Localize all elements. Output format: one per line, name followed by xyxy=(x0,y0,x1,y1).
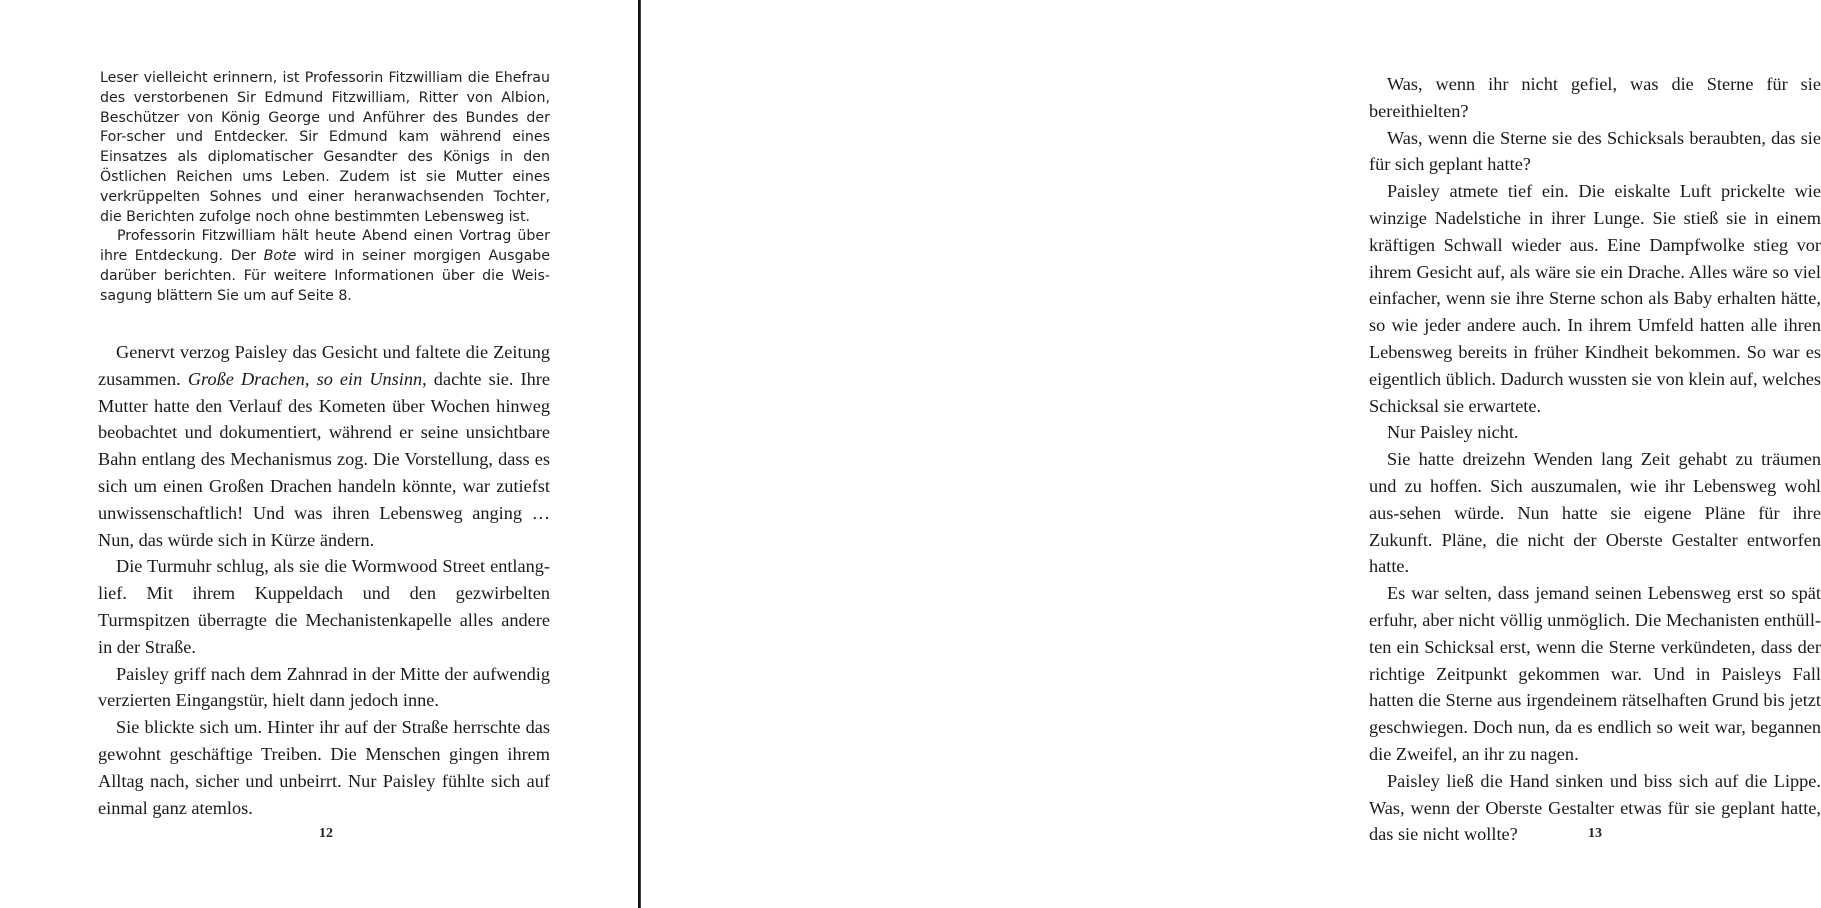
news-line: Leser vielleicht erinnern, ist Professorin Fitzwilliam die Ehefrau xyxy=(100,70,550,86)
body-paragraph: Die Turmuhr schlug, als sie die Wormwood Street entlang-lief. Mit ihrem Kuppeldach und den gezwirbelten Turmspitzen überragte die Mechanistenkapelle alles andere in der Straße. xyxy=(98,556,550,657)
news-line: als diplomatischer Gesandter des Königs in den Östlichen xyxy=(100,149,550,185)
right-body-text xyxy=(1369,71,1821,848)
body-emphasis: Große Drachen, so ein Unsinn xyxy=(187,368,423,389)
left-page xyxy=(0,0,640,908)
body-paragraph: Paisley griff nach dem Zahnrad in der Mitte der aufwendig verzierten Eingangstür, hielt dann jedoch inne. xyxy=(98,663,550,711)
body-paragraph: Paisley ließ die Hand sinken und biss sich auf die Lippe. Was, wenn der Oberste Gestalter etwas für sie geplant hatte, das sie nicht wollte? xyxy=(1369,770,1821,845)
news-line: scher und Entdecker. Sir Edmund kam während eines Einsatzes xyxy=(100,129,550,166)
body-paragraph: Was, wenn ihr nicht gefiel, was die Sterne für sie bereithielten? xyxy=(1369,74,1821,121)
news-text: Professorin Fitzwilliam hält heute Abend einen Vortrag über ihre Entdeckung. Der xyxy=(100,228,550,265)
body-text: Genervt verzog Paisley das Gesicht und faltete die Zeitung zusammen. xyxy=(98,342,550,389)
news-paragraph-2 xyxy=(100,227,550,306)
news-emphasis: Bote xyxy=(263,248,297,265)
news-paragraph-1 xyxy=(100,69,550,227)
page-number-left: 12 xyxy=(319,826,333,841)
news-line: Beschützer von König George und Anführer des Bundes der For- xyxy=(100,109,550,146)
left-body-text xyxy=(98,339,550,821)
body-paragraph: Paisley atmete tief ein. Die eiskalte Luft prickelte wie winzige Nadelstiche in ihrer Lunge. Sie stieß sie in einem kräftigen Schwall wieder aus. Eine Dampfwolke stieg vor ihrem Gesicht auf, als wäre sie ein Drache. Alles wäre so viel einfacher, wenn sie ihre Sterne schon als Baby erhalten hätte, so wie jeder andere auch. In ihrem Umfeld hatten alle ihren Lebensweg bereits in früher Kindheit bekommen. So war es eigentlich üblich. Dadurch wussten sie von klein auf, welches Schicksal sie erwartete. xyxy=(1369,181,1821,416)
body-paragraph: Es war selten, dass jemand seinen Lebensweg erst so spät erfuhr, aber nicht völlig unmöglich. Die Mechanisten enthüll-ten ein Schicksal erst, wenn die Sterne verkündeten, dass der richtige Zeitpunkt gekommen war. Und in Paisleys Fall hatten die Sterne aus irgendeinem rätselhaften Grund bis jetzt geschwiegen. Doch nun, da es endlich so weit war, begannen die Zweifel, an ihr zu nagen. xyxy=(1369,583,1821,764)
body-text: , dachte sie. Ihre Mutter hatte den Verlauf des Kometen über Wochen hinweg beobachtet und dokumentiert, während er seine unsichtbare Bahn entlang des Mechanismus zog. Die Vorstellung, dass es sich um einen Großen Drachen handeln könnte, war zutiefst unwissenschaftlich! Und was ihren Lebensweg anging … Nun, das würde sich in Kürze ändern. xyxy=(98,368,550,550)
page-number-right: 13 xyxy=(1588,826,1602,841)
body-paragraph: Sie hatte dreizehn Wenden lang Zeit gehabt zu träumen und zu hoffen. Sich auszumalen, wie ihr Lebensweg wohl aus-sehen würde. Nun hatte sie eigene Pläne für ihre Zukunft. Pläne, die nicht der Oberste Gestalter entworfen hatte. xyxy=(1369,449,1821,577)
news-line: zufolge noch ohne bestimmten Lebensweg ist. xyxy=(199,208,531,225)
body-paragraph: Was, wenn die Sterne sie des Schicksals beraubten, das sie für sich geplant hatte? xyxy=(1369,127,1821,175)
newspaper-excerpt xyxy=(100,69,550,307)
news-line: Sohnes und einer heranwachsenden Tochter, die Berichten xyxy=(100,188,550,225)
news-line: Reichen ums Leben. Zudem ist sie Mutter eines verkrüppelten xyxy=(100,168,550,205)
body-paragraph xyxy=(98,339,550,553)
body-paragraph: Sie blickte sich um. Hinter ihr auf der Straße herrschte das gewohnt geschäftige Treiben. Die Menschen gingen ihrem Alltag nach, sicher und unbeirrt. Nur Paisley fühlte sich auf einmal ganz atemlos. xyxy=(98,717,550,818)
right-page xyxy=(640,0,1821,908)
news-text: wird in seiner morgigen Ausgabe darüber berichten. Für weitere Informationen über die Weis-sagung blättern Sie um auf Seite 8. xyxy=(100,248,551,304)
body-paragraph: Nur Paisley nicht. xyxy=(1387,422,1519,443)
news-line: des verstorbenen Sir Edmund Fitzwilliam, Ritter von Albion, xyxy=(100,89,550,106)
